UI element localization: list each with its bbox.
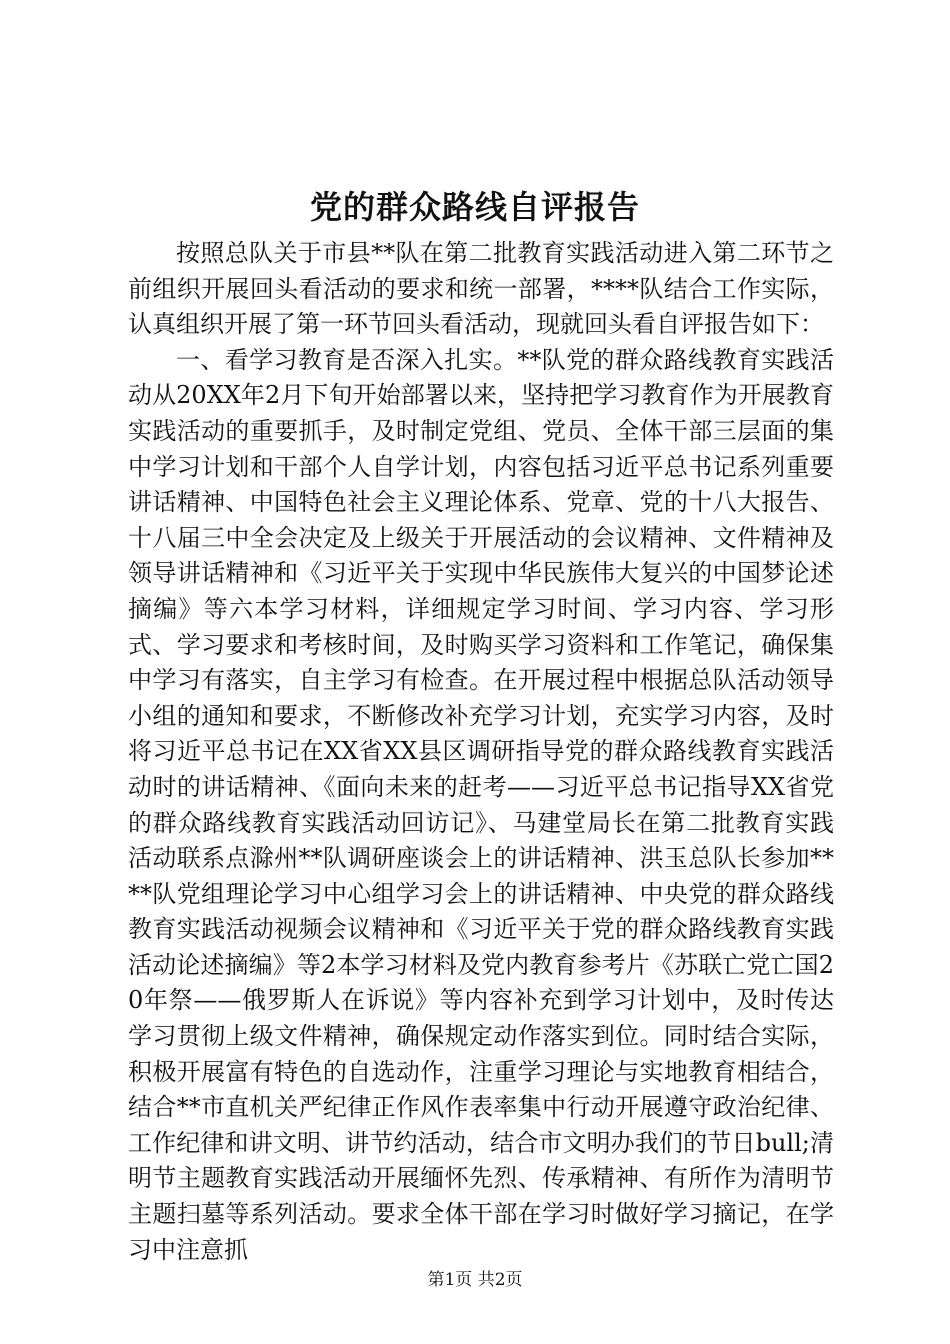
- paragraph-intro: 按照总队关于市县**队在第二批教育实践活动进入第二环节之前组织开展回头看活动的要求和统一部署，****队结合工作实际，认真组织开展了第一环节回头看活动，现就回头看自评报告如下：: [128, 239, 834, 339]
- page-footer: 第1页 共2页: [427, 1270, 523, 1290]
- document-title: 党的群众路线自评报告: [309, 188, 640, 226]
- paragraph-section-one: 一、看学习教育是否深入扎实。**队党的群众路线教育实践活动从20XX年2月下旬开始部署以来，坚持把学习教育作为开展教育实践活动的重要抓手，及时制定党组、党员、全体干部三层面的集中学习计划和干部个人自学计划，内容包括习近平总书记系列重要讲话精神、中国特色社会主义理论体系、党章、党的十八大报告、十八届三中全会决定及上级关于开展活动的会议精神、文件精神及领导讲话精神和《习近平关于实现中华民族伟大复兴的中国梦论述摘编》等六本学习材料，详细规定学习时间、学习内容、学习形式、学习要求和考核时间，及时购买学习资料和工作笔记，确保集中学习有落实，自主学习有检查。在开展过程中根据总队活动领导小组的通知和要求，不断修改补充学习计划，充实学习内容，及时将习近平总书记在XX省XX县区调研指导党的群众路线教育实践活动时的讲话精神、《面向未来的赶考——习近平总书记指导XX省党的群众路线教育实践活动回访记》、马建堂局长在第二批教育实践活动联系点滁州**队调研座谈会上的讲话精神、洪玉总队长参加****队党组理论学习中心组学习会上的讲话精神、中央党的群众路线教育实践活动视频会议精神和《习近平关于党的群众路线教育实践活动论述摘编》等2本学习材料及党内教育参考片《苏联亡党亡国20年祭——俄罗斯人在诉说》等内容补充到学习计划中，及时传达学习贯彻上级文件精神，确保规定动作落实到位。同时结合实际，积极开展富有特色的自选动作，注重学习理论与实地教育相结合，结合**市直机关严纪律正作风作表率集中行动开展遵守政治纪律、工作纪律和讲文明、讲节约活动，结合市文明办我们的节日bull;清明节主题教育实践活动开展缅怀先烈、传承精神、有所作为清明节主题扫墓等系列活动。要求全体干部在学习时做好学习摘记，在学习中注意抓: [128, 345, 834, 1264]
- document-body: [128, 236, 834, 1268]
